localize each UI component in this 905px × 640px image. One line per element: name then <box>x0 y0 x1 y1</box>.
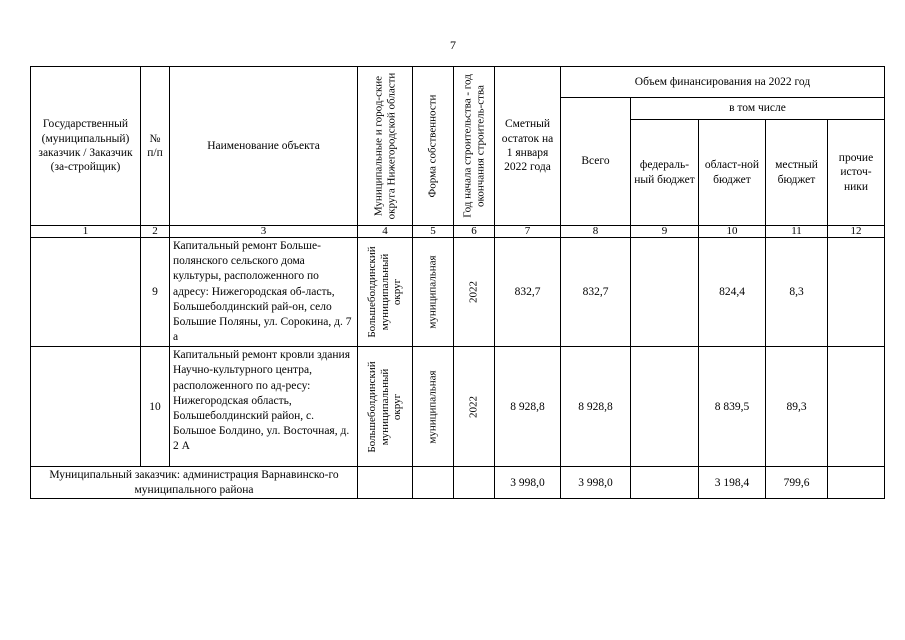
cell-ownership-text: муниципальная <box>426 255 439 329</box>
cell-other <box>828 347 885 467</box>
column-number: 4 <box>358 226 413 238</box>
header-federal: федераль-ный бюджет <box>631 120 699 226</box>
column-number: 6 <box>454 226 495 238</box>
cell-object-name: Капитальный ремонт кровли здания Научно-культурного центра, расположенного по ад-ресу: Нижегородская область, Большеболдинский район, с. Большое Болдино, ул. Восточная, д. 2 А <box>170 347 358 467</box>
summary-row <box>31 467 885 499</box>
summary-balance: 3 998,0 <box>495 467 561 499</box>
cell-municipality <box>358 238 413 347</box>
summary-empty <box>454 467 495 499</box>
cell-customer <box>31 347 141 467</box>
summary-local: 799,6 <box>766 467 828 499</box>
header-years-text: Год начала строительства - год окончания строитель-ства <box>461 74 486 218</box>
header-years <box>454 67 495 226</box>
header-object-name: Наименование объекта <box>170 67 358 226</box>
header-including: в том числе <box>631 98 885 120</box>
header-ownership-text: Форма собственности <box>426 94 439 198</box>
cell-year <box>454 347 495 467</box>
cell-total: 8 928,8 <box>561 347 631 467</box>
cell-number: 10 <box>141 347 170 467</box>
column-number: 7 <box>495 226 561 238</box>
header-ownership <box>413 67 454 226</box>
column-number: 10 <box>699 226 766 238</box>
summary-other <box>828 467 885 499</box>
column-number: 11 <box>766 226 828 238</box>
header-number: № п/п <box>141 67 170 226</box>
cell-other <box>828 238 885 347</box>
cell-local: 89,3 <box>766 347 828 467</box>
header-regional: област-ной бюджет <box>699 120 766 226</box>
cell-local: 8,3 <box>766 238 828 347</box>
cell-municipality-text: Большеболдинский муниципальный округ <box>366 246 404 338</box>
cell-total: 832,7 <box>561 238 631 347</box>
summary-total: 3 998,0 <box>561 467 631 499</box>
cell-federal <box>631 347 699 467</box>
column-numbers-row <box>31 226 885 238</box>
column-number: 5 <box>413 226 454 238</box>
header-customer: Государственный (муниципальный) заказчик / Заказчик (за-стройщик) <box>31 67 141 226</box>
cell-ownership-text: муниципальная <box>426 370 439 444</box>
page-number: 7 <box>450 38 456 52</box>
cell-ownership <box>413 238 454 347</box>
table-row <box>31 347 885 467</box>
header-municipality <box>358 67 413 226</box>
summary-federal <box>631 467 699 499</box>
financing-table <box>30 66 885 499</box>
cell-customer <box>31 238 141 347</box>
cell-ownership <box>413 347 454 467</box>
cell-balance: 8 928,8 <box>495 347 561 467</box>
header-funding: Объем финансирования на 2022 год <box>561 67 885 98</box>
cell-municipality <box>358 347 413 467</box>
cell-year <box>454 238 495 347</box>
cell-number: 9 <box>141 238 170 347</box>
column-number: 2 <box>141 226 170 238</box>
column-number: 3 <box>170 226 358 238</box>
summary-empty <box>358 467 413 499</box>
cell-federal <box>631 238 699 347</box>
cell-regional: 824,4 <box>699 238 766 347</box>
cell-object-name: Капитальный ремонт Больше-полянского сельского дома культуры, расположенного по адресу: Нижегородская об-ласть, Большеболдинский рай-он, село Большие Поляны, ул. Сорокина, д. 7 а <box>170 238 358 347</box>
summary-customer: Муниципальный заказчик: администрация Варнавинско-го муниципального района <box>31 467 358 499</box>
header-balance: Сметный остаток на 1 января 2022 года <box>495 67 561 226</box>
header-local: местный бюджет <box>766 120 828 226</box>
cell-municipality-text: Большеболдинский муниципальный округ <box>366 361 404 453</box>
cell-year-text: 2022 <box>467 395 480 418</box>
header-other: прочие источ-ники <box>828 120 885 226</box>
column-number: 9 <box>631 226 699 238</box>
table-row <box>31 238 885 347</box>
cell-regional: 8 839,5 <box>699 347 766 467</box>
column-number: 8 <box>561 226 631 238</box>
summary-regional: 3 198,4 <box>699 467 766 499</box>
header-municipality-text: Муниципальные и город-ские округа Нижегородской области <box>372 72 397 220</box>
column-number: 1 <box>31 226 141 238</box>
column-number: 12 <box>828 226 885 238</box>
summary-empty <box>413 467 454 499</box>
cell-balance: 832,7 <box>495 238 561 347</box>
header-total: Всего <box>561 98 631 226</box>
cell-year-text: 2022 <box>467 281 480 304</box>
